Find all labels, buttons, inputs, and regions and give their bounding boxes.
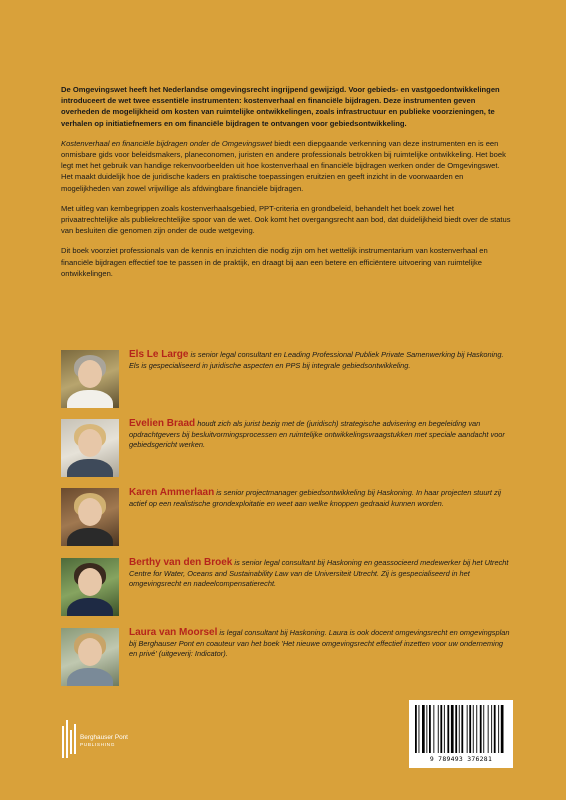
author-name: Laura van Moorsel	[129, 627, 218, 638]
author-evelien-braad	[61, 419, 513, 479]
author-name: Karen Ammerlaan	[129, 487, 215, 498]
publisher-logo-mark-icon	[62, 720, 76, 758]
author-photo	[61, 419, 119, 477]
author-berthy-van-den-broek	[61, 558, 513, 618]
author-bio	[129, 350, 513, 371]
author-bio	[129, 488, 513, 509]
author-photo	[61, 488, 119, 546]
concepts-paragraph: Met uitleg van kernbegrippen zoals kostenverhaalsgebied, PPT-criteria en grondbeleid, behandelt het boek zowel het privaatrechtelijke als publiekrechtelijke spoor van de wet. Ook komt het overgangsrecht aan bod, dat duidelijkheid biedt over de status van besluiten die genomen zijn onder de oude wetgeving.	[61, 203, 511, 236]
author-name: Evelien Braad	[129, 418, 196, 429]
author-bio	[129, 558, 513, 590]
isbn-barcode	[409, 700, 513, 768]
author-bio-text: is legal consultant bij Haskoning. Laura is ook docent omgevingsrecht en omgevingsplan bij Berghauser Pont en coauteur van het boek 'Het nieuwe omgevingsrecht effectief inzetten voor uw onderneming en privé' (uitgeverij: Indicator).	[129, 628, 510, 659]
book-title: Kostenverhaal en financiële bijdragen onder de Omgevingswet	[61, 138, 273, 148]
author-bio-text: is senior legal consultant en Leading Professional Publiek Private Samenwerking bij Haskoning. Els is gespecialiseerd in juridische aspecten en PPS bij integrale gebiedsontwikkeling.	[129, 350, 504, 370]
intro-paragraph: De Omgevingswet heeft het Nederlandse omgevingsrecht ingrijpend gewijzigd. Voor gebieds- en vastgoedontwikkelingen introduceert de wet twee essentiële instrumenten: kostenverhaal en financiële bijdragen. Deze instrumenten geven overheden de mogelijkheid om kosten van ruimtelijke ontwikkelingen, zoals infrastructuur en publieke voorzieningen, te verhalen op initiatiefnemers en om financiële bijdragen te ontvangen voor gebiedsontwikkeling.	[61, 85, 500, 128]
description-text: biedt een diepgaande verkenning van deze instrumenten en is een onmisbare gids voor beleidsmakers, planeconomen, juristen en andere professionals betrokken bij ruimtelijke ontwikkeling. Het boek legt met het gebruik van handige rekenvoorbeelden uit hoe kostenverhaal en financiële bijdragen werken onder de Omgevingswet. Het maakt duidelijk hoe de juridische kaders en praktische toepassingen eruitzien en geeft inzicht in de voorwaarden en mogelijkheden van zowel vrijwillige als afdwingbare financiële bijdragen.	[61, 138, 506, 193]
publisher-logo	[62, 720, 152, 760]
author-bio	[129, 628, 513, 660]
author-name: Berthy van den Broek	[129, 557, 233, 568]
closing-paragraph: Dit boek voorziet professionals van de kennis en inzichten die nodig zijn om het wettelijk instrumentarium van kostenverhaal en financiële bijdragen effectief toe te passen in de praktijk, en draagt bij aan een betere en efficiëntere uitvoering van ruimtelijke ontwikkelingen.	[61, 246, 488, 278]
author-bio-text: is senior legal consultant bij Haskoning en geassocieerd medewerker bij het Utrecht Centre for Water, Oceans and Sustainability Law van de Universiteit Utrecht. Zij is gespecialiseerd in het omgevingsrecht en nadeelcompensatierecht.	[129, 558, 509, 589]
isbn-number: 9 789493 376281	[429, 755, 493, 763]
author-bio	[129, 419, 513, 451]
author-name: Els Le Large	[129, 349, 189, 360]
author-els-le-large	[61, 350, 513, 410]
publisher-sub: PUBLISHING	[80, 743, 116, 748]
author-laura-van-moorsel	[61, 628, 513, 688]
author-bio-text: houdt zich als jurist bezig met de (juridisch) strategische advisering en begeleiding van opdrachtgevers bij besluitvormingsprocessen en ruimtelijke ontwikkelingsvraagstukken met speciale aandacht voor gebiedsgericht werken.	[129, 419, 505, 450]
description-paragraph	[61, 138, 513, 194]
author-photo	[61, 628, 119, 686]
author-karen-ammerlaan	[61, 488, 513, 548]
author-photo	[61, 558, 119, 616]
back-cover-text	[61, 84, 513, 288]
author-bio-text: is senior projectmanager gebiedsontwikkeling bij Haskoning. In haar projecten stuurt zij actief op een realistische grondexploitatie en weet aan welke knoppen gedraaid kunnen worden.	[129, 488, 501, 508]
author-photo	[61, 350, 119, 408]
barcode-icon	[415, 705, 507, 753]
publisher-name: Berghauser Pont	[80, 734, 128, 741]
